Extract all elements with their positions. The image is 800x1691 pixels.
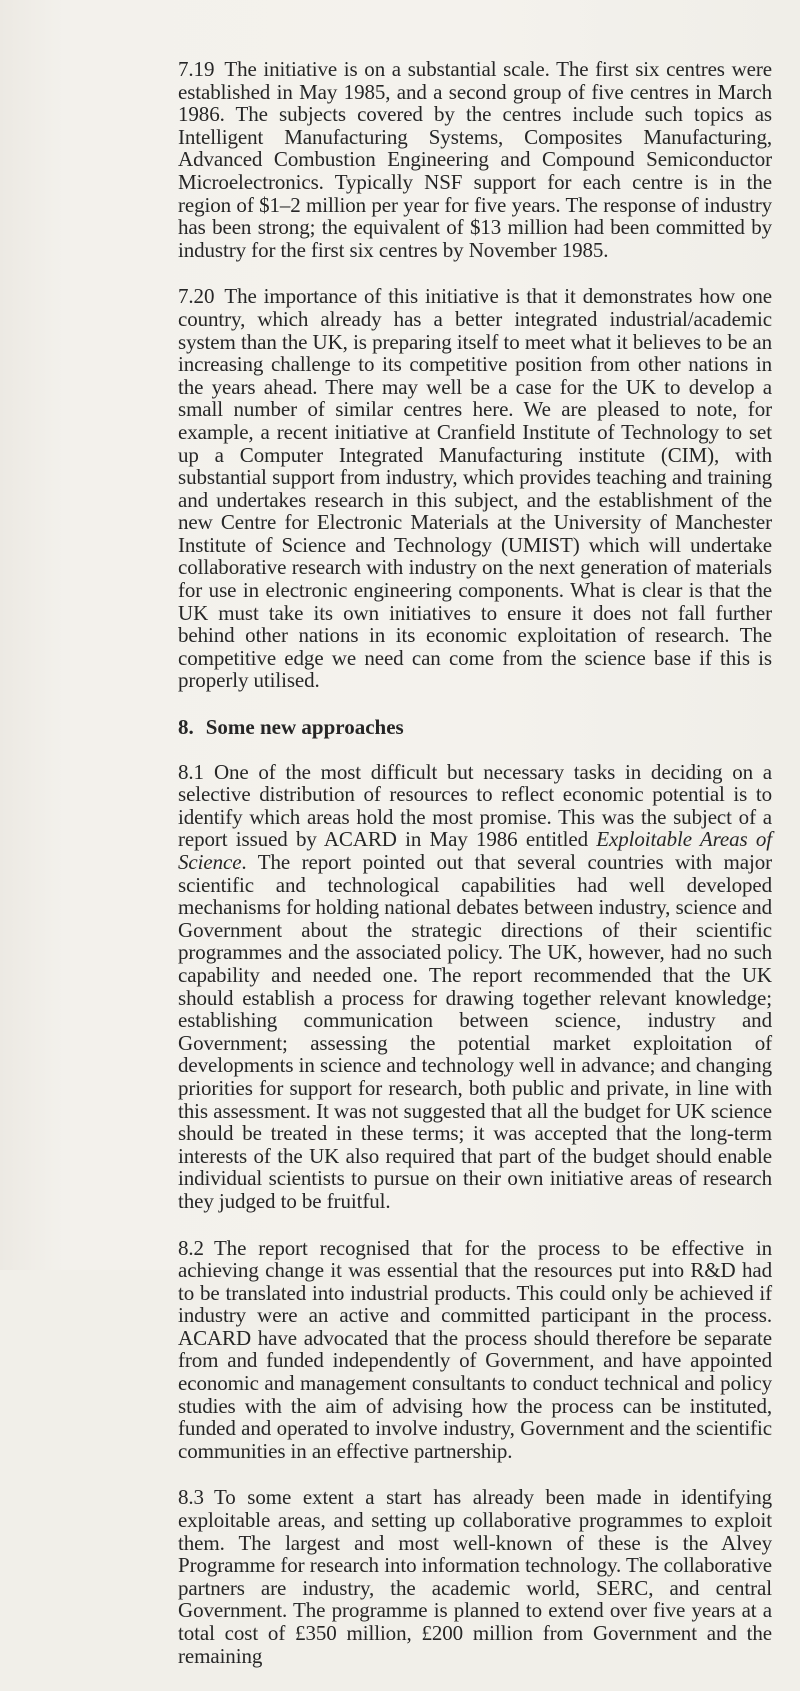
paragraph-number: 7.19 [178, 57, 215, 81]
paragraph-number: 8.2 [178, 1235, 204, 1260]
paragraph-number: 8.1 [178, 759, 204, 784]
section-number: 8. [178, 715, 194, 740]
paragraph-text: The importance of this initiative is that it demonstrates how one country, which already has a better integrated industrial/academic system than the UK, is preparing itself to meet what it believes to be an increasing challenge to its competitive position from other nations in the years ahead. There may well be a case for the UK to develop a small number of similar centres here. We are pleased to note, for example, a recent initiative at Cranfield Institute of Technology to set up a Computer Integrated Manufacturing institute (CIM), with substantial support from industry, which provides teaching and training and undertakes research in this subject, and the establishment of the new Centre for Electronic Materials at the University of Manchester Institute of Science and Technology (UMIST) which will undertake collaborative research with industry on the next generation of materials for use in electronic engineering components. What is clear is that the UK must take its own initiatives to ensure it does not fall further behind other nations in its economic exploitation of research. The competitive edge we need can come from the science base if this is properly utilised. [178, 284, 772, 693]
paragraph-text: To some extent a start has already been made in identifying exploitable areas, and setting up collaborative programmes to exploit them. The largest and most well-known of these is the Alvey Programme for research into information technology. The collaborative partners are industry, the academic world, SERC, and central Government. The programme is planned to extend over five years at a total cost of £350 million, £200 million from Government and the remaining [178, 1485, 772, 1668]
report-title: Exploitable Areas of Science [178, 827, 772, 874]
paragraph-text: The report recognised that for the process to be effective in achieving change it was essential that the resources put into R&D had to be translated into industrial products. This could only be achieved if industry were an active and committed participant in the process. ACARD have advocated that the process should therefore be separate from and funded independently of Government, and have appointed economic and management consultants to conduct technical and policy studies with the aim of advising how the process can be instituted, funded and operated to involve industry, Government and the scientific communities in an effective partnership. [178, 1235, 772, 1463]
paragraph-number: 7.20 [178, 284, 215, 309]
paragraph-text: The initiative is on a substantial scale. The first six centres were established in May 1985, and a second group of five centres in March 1986. The subjects covered by the centres include such topics as Intelligent Manufacturing Systems, Composites Manufacturing, Advanced Combustion Engineering and Compound Semiconductor Microelectronics. Typically NSF support for each centre is in the region of $1–2 million per year for five years. The response of industry has been strong; the equivalent of $13 million had been committed by industry for the first six centres by November 1985. [178, 57, 772, 262]
paragraph-8-2 [178, 1237, 772, 1463]
paragraph-7-20 [178, 285, 772, 692]
document-body [178, 58, 772, 1691]
paragraph-7-19 [178, 58, 772, 261]
paragraph-number: 8.3 [178, 1485, 204, 1510]
section-title: Some new approaches [205, 715, 404, 740]
paragraph-text: One of the most difficult but necessary tasks in deciding on a selective distribution of resources to reflect economic potential is to identify which areas hold the most promise. This was the subject of a report issued by ACARD in May 1986 entitled [178, 759, 772, 852]
paragraph-text-continued: . The report pointed out that several countries with major scientific and technological capabilities had well developed mechanisms for holding national debates between industry, science and Government about the strategic directions of their scientific programmes and the associated policy. The UK, however, had no such capability and needed one. The report recommended that the UK should establish a process for drawing together relevant knowledge; establishing communication between science, industry and Government; assessing the potential market exploitation of developments in science and technology well in advance; and changing priorities for support for research, both public and private, in line with this assessment. It was not suggested that all the budget for UK science should be treated in these terms; it was accepted that the long-term interests of the UK also required that part of the budget should enable individual scientists to pursue on their own initiative areas of research they judged to be fruitful. [178, 850, 772, 1213]
section-heading [178, 716, 772, 739]
paragraph-8-3 [178, 1486, 772, 1667]
paragraph-8-1 [178, 761, 772, 1213]
